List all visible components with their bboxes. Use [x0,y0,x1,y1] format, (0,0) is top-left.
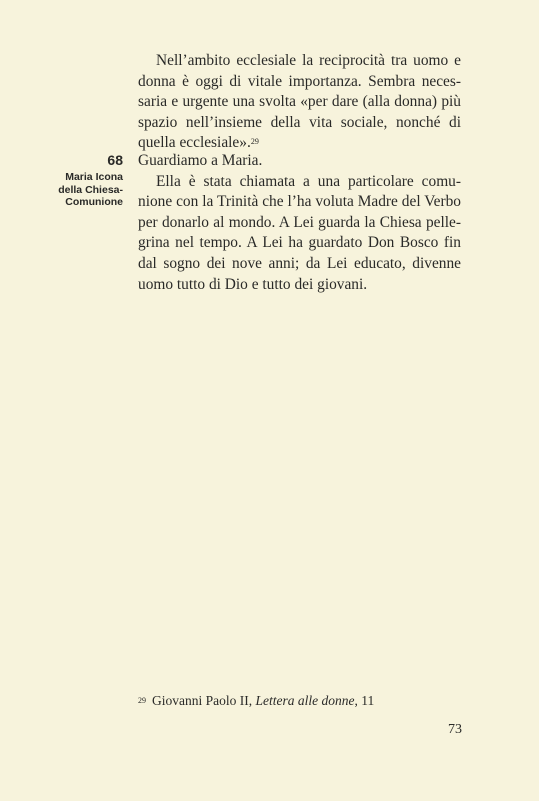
footnote-mark: 29 [138,696,146,705]
text-line: Nell’ambito ecclesiale la reciprocità tra uomo e [156,52,461,69]
text-line: saria e urgente una svolta «per dare (alla donna) più [138,93,461,111]
margin-label-line: della Chiesa- [58,183,123,196]
margin-note [50,152,123,209]
text-line: grina nel tempo. A Lei ha guardato Don Bosco fin [138,234,461,252]
text-line: dal sogno dei nove anni; da Lei educato, divenne [138,254,461,272]
footnote-title: Lettera alle donne [255,693,355,708]
text-line: Ella è stata chiamata a una particolare comu- [156,172,461,190]
paragraph-heading: Guardiamo a Maria. [138,152,263,169]
text-line: spazio nell’insieme della vita sociale, nonché di [138,113,461,131]
text-line: donna è oggi di vitale importanza. Sembra neces- [138,72,461,90]
footnote [138,692,374,710]
text-line-content: quella ecclesiale». [138,134,251,152]
paragraph-reciprocity [138,51,461,154]
margin-label-line: Maria Icona [65,171,123,183]
footnote-author: Giovanni Paolo II, [152,693,256,708]
footnote-reference: 29 [250,137,259,147]
text-line: nione con la Trinità che l’ha voluta Madre del Verbo [138,193,461,211]
page-number: 73 [448,722,462,737]
footnote-rest: , 11 [354,693,375,708]
paragraph-maria [138,151,461,295]
text-line: per donarlo al mondo. A Lei guarda la Chiesa pelle- [138,213,461,231]
text-line: uomo tutto di Dio e tutto dei giovani. [138,275,368,293]
margin-label-line: Comunione [65,196,123,208]
section-number: 68 [107,152,123,168]
